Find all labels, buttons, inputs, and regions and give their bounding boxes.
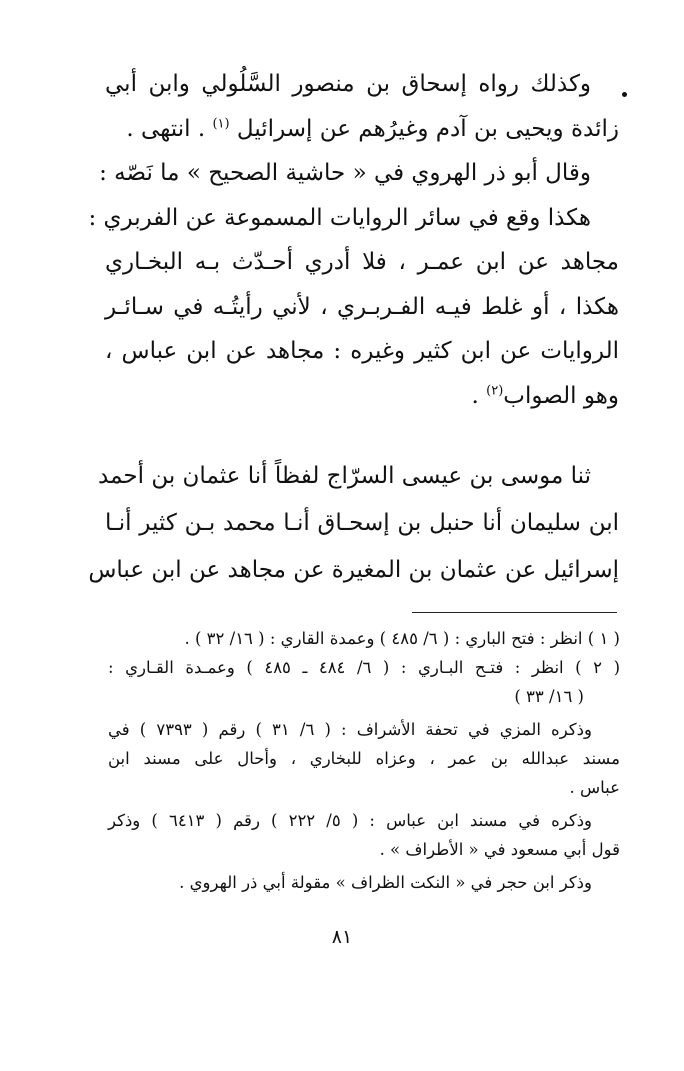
page-number: ٨١: [331, 926, 353, 948]
footnote-ref-2: (٢): [486, 382, 504, 398]
footnote-separator: [412, 612, 617, 613]
footnote-ref-1: (١): [212, 115, 230, 131]
footnote-1: ( ١ ) انظر : فتح الباري : ( ٦/ ٤٨٥ ) وعمدة القاري : ( ١٦/ ٣٢ ) .: [184, 629, 620, 648]
footnote-2: ( ٢ ) انظر : فتـح البـاري : ( ٦/ ٤٨٤ ـ ٤٨٥ ) وعمـدة القـاري :: [108, 658, 621, 677]
text-line: وقال أبو ذر الهروي في « حاشية الصحيح » ما نَصّه :: [99, 160, 591, 186]
text-segment: . انتهى .: [126, 115, 206, 142]
main-text: [88, 62, 619, 594]
margin-dot: [622, 92, 627, 97]
footnote-2-continuation: ( ١٦/ ٣٣ ): [514, 687, 584, 706]
narration-paragraph: [88, 453, 619, 594]
text-line: ابن سليمان أنا حنبل بن إسحـاق أنـا محمد بـن كثير أنـا: [105, 510, 619, 536]
text-line: مجاهد عن ابن عمـر ، فلا أدري أحـدّث بـه البخـاري: [105, 249, 619, 275]
text-segment: وهو الصواب: [503, 382, 619, 409]
footnote-line: مسند عبدالله بن عمر ، وعزاه للبخاري ، وأحال على مسند ابن: [108, 749, 620, 768]
text-segment: زائدة ويحيى بن آدم وغيرُهم عن إسرائيل: [236, 115, 619, 142]
text-line: ثنا موسى بن عيسى السرّاج لفظاً أنا عثمان بن أحمد: [98, 463, 591, 489]
footnote-line: وذكره المزي في تحفة الأشراف : ( ٦/ ٣١ ) رقم ( ٧٣٩٣ ) في: [108, 720, 592, 739]
footnote-line: وذكره في مسند ابن عباس : ( ٥/ ٢٢٢ ) رقم ( ٦٤١٣ ) وذكر: [108, 811, 593, 830]
text-line: وكذلك رواه إسحاق بن منصور السَّلُولي وابن أبي: [105, 71, 591, 97]
footnotes: [108, 624, 620, 897]
text-line: [105, 107, 619, 152]
footnote-line: عباس .: [569, 778, 620, 797]
text-line: الروايات عن ابن كثير وغيره : مجاهد عن ابن عباس ،: [105, 338, 619, 364]
text-line: هكذا وقع في سائر الروايات المسموعة عن الفربري :: [88, 204, 591, 231]
footnote-line: وذكر ابن حجر في « النكت الظراف » مقولة أبي ذر الهروي .: [179, 873, 592, 892]
text-segment: .: [471, 382, 479, 409]
footnote-line: قول أبي مسعود في « الأطراف » .: [379, 840, 620, 859]
text-line: هكذا ، أو غلط فيـه الفـربـري ، لأني رأيتُـه في سـائـر: [105, 293, 619, 320]
text-line: إسرائيل عن عثمان بن المغيرة عن مجاهد عن ابن عباس: [88, 557, 619, 583]
text-line: [105, 374, 619, 419]
